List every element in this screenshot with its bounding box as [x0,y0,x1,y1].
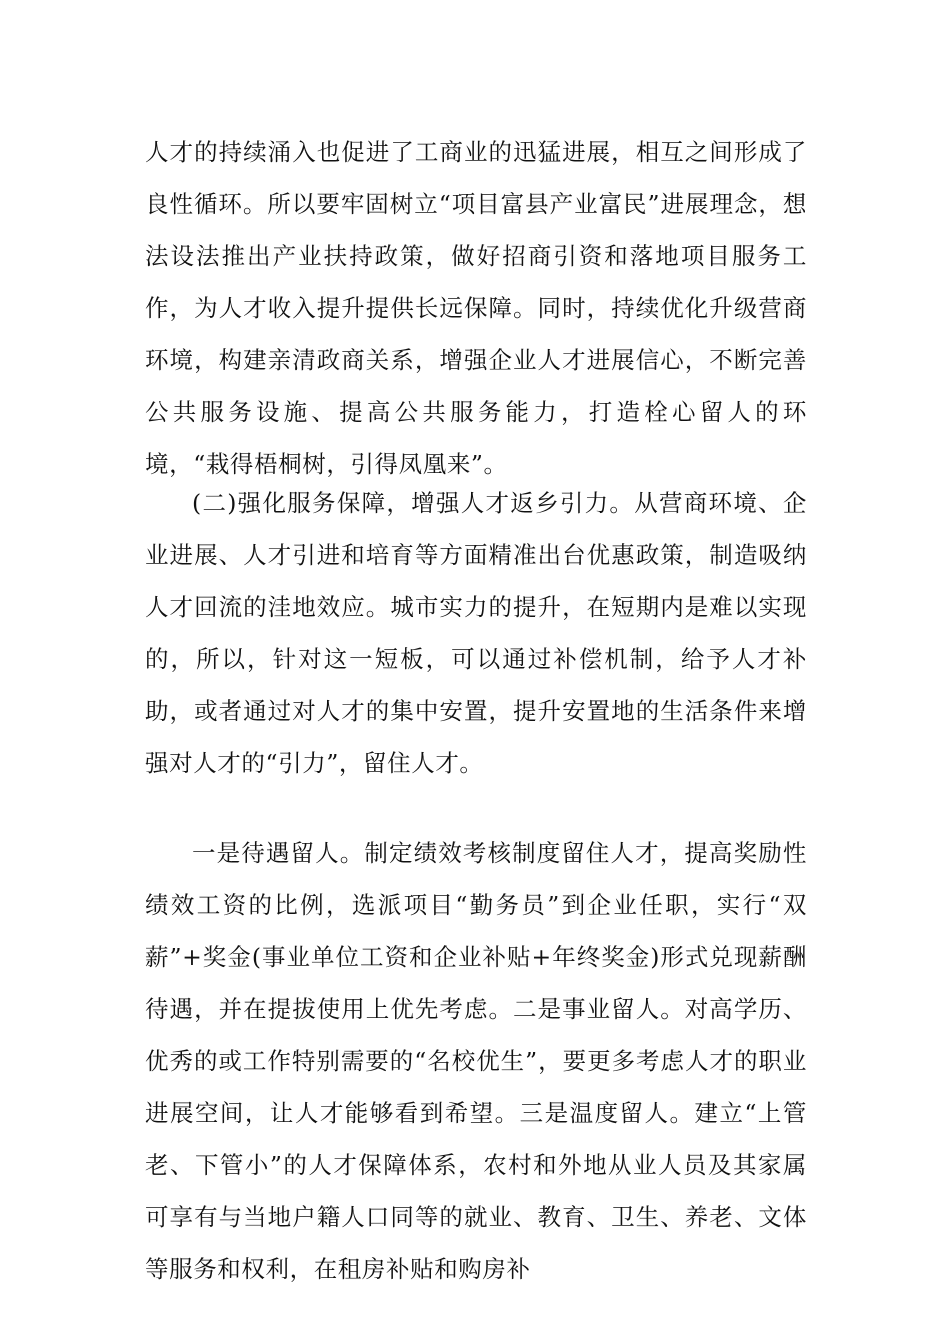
paragraph-2: (二)强化服务保障，增强人才返乡引力。从营商环境、企业进展、人才引进和培育等方面精准出台优惠政策，制造吸纳人才回流的洼地效应。城市实力的提升，在短期内是难以实现的，所以，针对这一短板，可以通过补偿机制，给予人才补助，或者通过对人才的集中安置，提升安置地的生活条件来增强对人才的“引力”，留住人才。 [145,489,807,777]
paragraph-3: 一是待遇留人。制定绩效考核制度留住人才，提高奖励性绩效工资的比例，选派项目“勤务员”到企业任职，实行“双薪”+奖金(事业单位工资和企业补贴+年终奖金)形式兑现薪酬待遇，并在提拔使用上优先考虑。二是事业留人。对高学历、优秀的或工作特别需要的“名校优生”，要更多考虑人才的职业进展空间，让人才能够看到希望。三是温度留人。建立“上管老、下管小”的人才保障体系，农村和外地从业人员及其家属可享有与当地户籍人口同等的就业、教育、卫生、养老、文体等服务和权利，在租房补贴和购房补 [145,839,807,1283]
paragraph-1: 人才的持续涌入也促进了工商业的迅猛进展，相互之间形成了良性循环。所以要牢固树立“项目富县产业富民”进展理念，想法设法推出产业扶持政策，做好招商引资和落地项目服务工作，为人才收入提升提供长远保障。同时，持续优化升级营商环境，构建亲清政商关系，增强企业人才进展信心，不断完善公共服务设施、提高公共服务能力，打造栓心留人的环境，“栽得梧桐树，引得凤凰来”。 [145,138,807,478]
